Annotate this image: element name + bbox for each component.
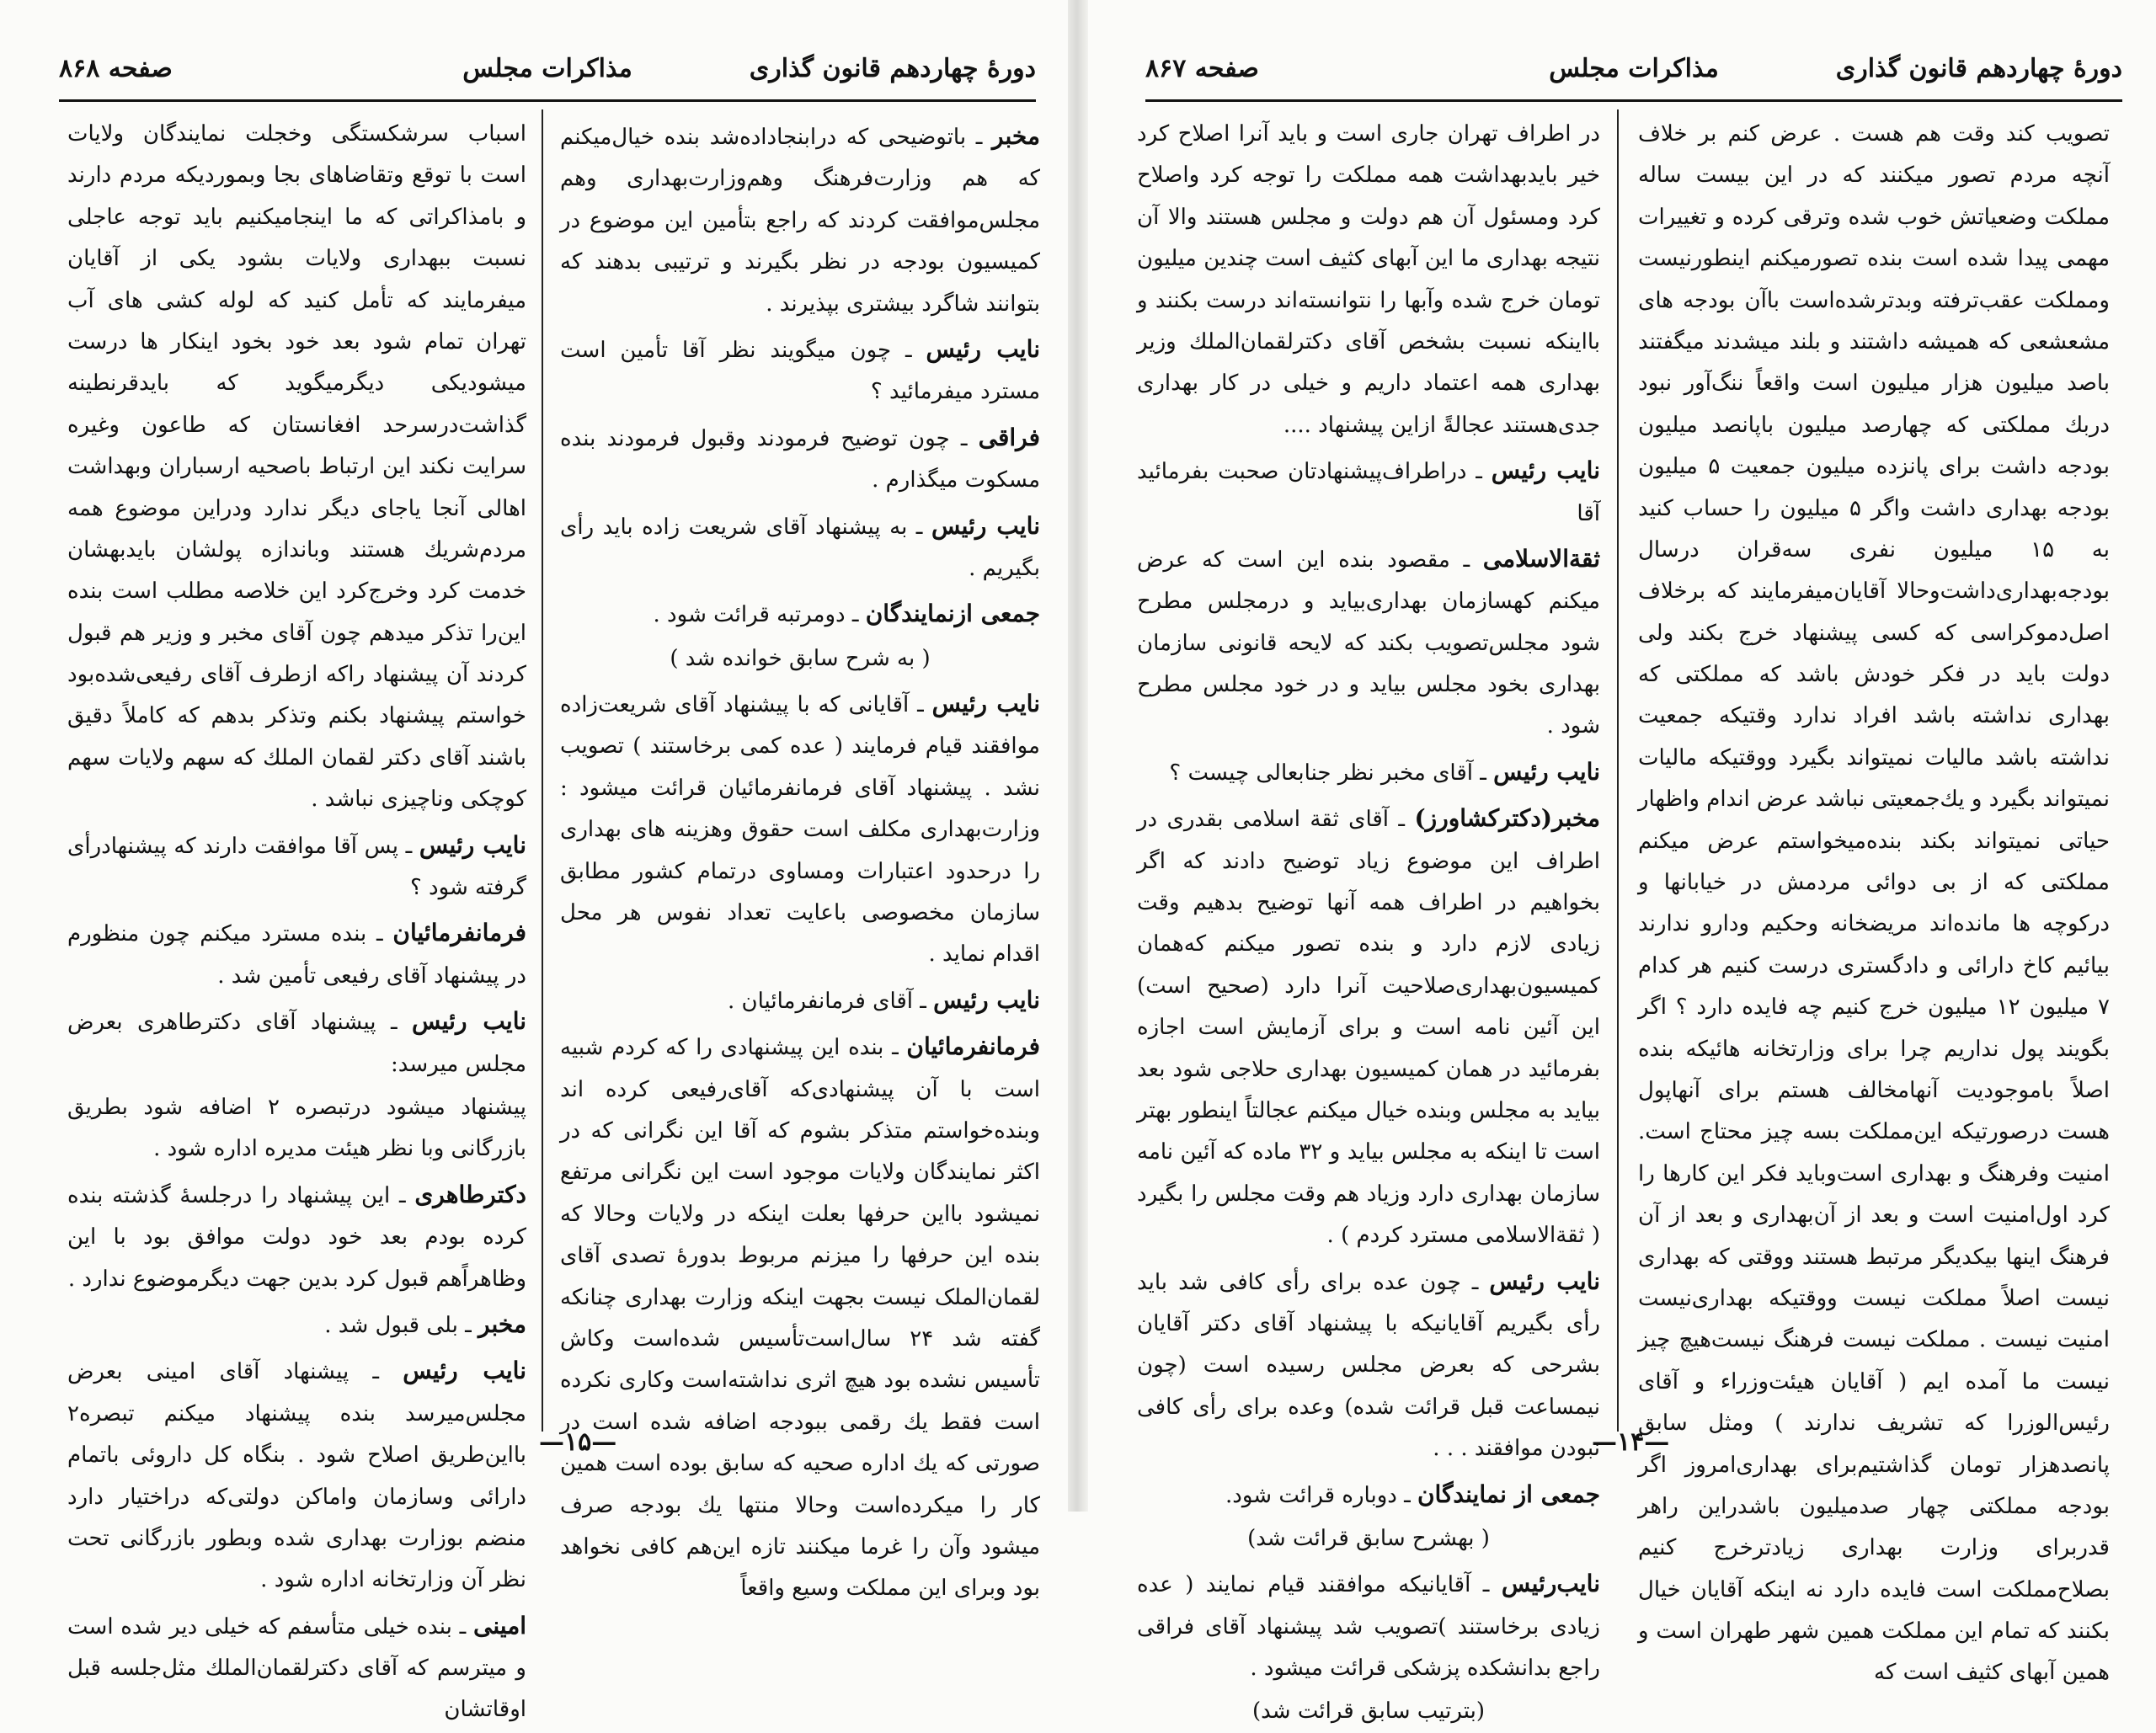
transcript-paragraph xyxy=(1638,114,2110,1694)
speaker-name: دکترطاهری xyxy=(414,1180,526,1208)
column-divider xyxy=(542,109,543,1432)
speaker-name: نایب رئیس xyxy=(412,1007,527,1036)
speaker-name: نایب رئیس xyxy=(1493,757,1600,786)
transcript-paragraph xyxy=(1137,114,1600,446)
speech-text: پیشنهاد میشود درتبصره ۲ اضافه شود بطریق بازرگانی وبا نظر هیئت مدیره اداره شود . xyxy=(67,1094,526,1162)
speech-text: ـ بنده این پیشنهادی را که کردم شبیه است با آن پیشنهادی‌که آقای‌رفیعی کرده اند وبنده‌خواستم متذکر بشوم که آقا این نگرانی که در اکثر نمایندگان ولایات موجود است این نگرانی مرتفع نمیشود بااین حرفها بعلت اینکه در ولایات وحالا که بنده این حرفها را میزنم مربوط بدورهٔ تصدی آقای لقمان‌الملک نیست بجهت اینکه وزارت بهداری چنانکه گفته شد ۲۴ سال‌است‌تأسیس شده‌است وکاش تأسیس نشده بود هیچ اثری نداشته‌است وکاری نکرده است فقط یك رقمی ببودجه اضافه شده است در صورتی که یك اداره صحیه که سابق بوده است همین کار را میکرده‌است وحالا منتها یك بودجه صرف میشود وآن را غرما میکنند تازه این‌هم کافی نخواهد بود وبرای این مملکت وسیع واقعاً xyxy=(560,1035,1040,1602)
column-left xyxy=(1137,114,1601,1725)
speech-text: ـ باتوضیحی که درابنجاداده‌شد بنده خیال‌میکنم که هم وزارت‌فرهنگ وهم‌وزارت‌بهداری وهم مجلس‌موافقت کردند که راجع بتأمین این موضوع در کمیسیون بودجه در نظر بگیرند و ترتیبی بدهند که بتوانند شاگرد بیشتری بپذیرند . xyxy=(560,125,1040,317)
header-page-label: صفحه ۸۶۸ xyxy=(59,54,173,83)
speech-text: ـ بلی قبول شد . xyxy=(324,1312,472,1338)
speaker-name: نایب‌رئیس xyxy=(1501,1570,1600,1598)
speech-text: ـ پیشنهاد آقای امینی بعرض مجلس‌میرسد بنده پیشنهاد میکنم تبصره۲ بااین‌طریق اصلاح شود . بنگاه کل داروئی باتمام دارائی وسازمان واماکن دولتی‌که دراختیار دارد منضم بوزارت بهداری شده وبطور بازرگانی تحت نظر آن وزارتخانه اداره شود . xyxy=(67,1359,526,1593)
speaker-name: جمعی ازنمایندگان xyxy=(865,600,1040,628)
column-right xyxy=(1638,114,2111,1686)
transcript-paragraph xyxy=(560,1024,1040,1609)
transcript-paragraph xyxy=(560,978,1040,1022)
speech-text: ـ پیشنهاد آقای دکترطاهری بعرض مجلس میرسد: xyxy=(67,1010,526,1077)
speech-text: ـ آقایانیکه موافقند قیام نمایند ( عده زیادی برخاستند )تصویب شد پیشنهاد آقای فراقی راجع بدانشکده پزشکی قرائت میشود . xyxy=(1137,1572,1600,1682)
column-left xyxy=(67,114,527,1723)
speaker-name: مخبر xyxy=(992,122,1040,150)
speech-text: ـ دومرتبه قرائت شود . xyxy=(653,602,859,628)
speaker-name: نایب رئیس xyxy=(931,511,1040,540)
speaker-name: مخبر xyxy=(478,1309,526,1338)
transcript-paragraph xyxy=(560,114,1040,325)
header-term: دورهٔ چهاردهم قانون گذاری xyxy=(1835,54,2122,83)
left-page xyxy=(0,0,1070,1723)
header-rule xyxy=(59,99,1036,102)
speaker-name: نایب رئیس xyxy=(933,985,1040,1014)
page-header xyxy=(1145,54,2122,96)
transcript-paragraph xyxy=(1137,1259,1600,1470)
transcript-paragraph xyxy=(67,114,526,821)
header-term: دورهٔ چهاردهم قانون گذاری xyxy=(749,54,1036,83)
speech-text: ـ بنده خیلی متأسفم که خیلی دیر شده است و میترسم که آقای دکترلقمان‌الملك مثل‌جلسه قبل اوقاتشان xyxy=(67,1613,526,1723)
speech-text: تصویب کند وقت هم هست . عرض کنم بر خلاف آنچه مردم تصور میکنند که در این بیست ساله مملکت وضعیاتش خوب شده وترقی کرده و تغییرات مهمی پیدا شده است بنده تصورمیکنم اینطورنیست ومملکت عقب‌ترفته وبدترشده‌است باآن بودجه های مشعشعی که همیشه داشتند و بلند میشدند میگفتند باصد میلیون هزار میلیون است واقعاً ننگ‌آور نبود دربك مملکتی که چهارصد میلیون باپانصد میلیون بودجه داشت برای پانزده میلیون جمعیت ۵ میلیون بودجه بهداری داشت واگر ۵ میلیون را حساب کنید به ۱۵ میلیون نفری سه‌قران درسال بودجه‌بهداری‌داشت‌وحالا آقایان‌میفرمایند که برخلاف اصل‌دموکراسی که کسی پیشنهاد خرج بکند ولی دولت باید در فکر خودش باشد که مملکتی که بهداری نداشته باشد افراد ندارد وقتیکه جمعیت نداشته باشد مالیات نمیتواند بگیرد ووقتیکه مالیات نمیتواند بگیرد و یك‌جمعیتی نباشد عرض اندام واظهار حیاتی نمیتواند بکند بنده‌میخواستم عرض میکنم مملکتی که از بی دوائی مردمش در خیابانها و درکوچه ها مانده‌اند مریضخانه وحکیم ودارو ندارند بیائیم کاخ دارائی و دادگستری درست کنیم هر کدام ۷ میلیون ۱۲ میلیون خرج کنیم چه فایده دارد ؟ اگر بگویند پول نداریم چرا برای وزارتخانه هائیکه بنده اصلاً باموجودیت آنهامخالف هستم برای آنهاپول هست درصورتیکه این‌مملکت بسه چیز محتاج است. امنیت وفرهنگ و بهداری است‌وباید فکر این کارها را کرد اول‌امنیت است و بعد از آن‌بهداری و بعد از آن فرهنگ اینها بیکدیگر مرتبط هستند ووقتی که بهداری نیست اصلاً مملکت نیست ووقتیکه بهداری‌نیست امنیت نیست . مملکت نیست فرهنگ نیست‌هیچ چیز نیست ما آمده ایم ( آقایان هیئت‌وزراء و آقای رئیس‌الوزرا که تشریف ندارند ) ومثل سابق پانصدهزار تومان گذاشتیم‌برای بهداری‌امروز اگر بودجه مملکتی چهار صدمیلیون باشدراین راهر قدربرای وزارت بهداری زیادترخرج کنیم بصلاح‌مملکت است فایده دارد نه اینکه آقایان خیال بکنند که تمام این مملکت همین شهر طهران است و همین آبهای کثیف است که xyxy=(1638,121,2111,1686)
transcript-paragraph xyxy=(1137,749,1600,794)
speech-text: ـ آقای ثقة اسلامی بقدری در اطراف این موضوع زیاد توضیح دادند که اگر بخواهیم در اطراف همه آنها توضیح بدهیم وقت زیادی لازم دارد و بنده تصور میکنم که‌همان کمیسیون‌بهداری‌صلاحیت آنرا دارد (صحیح است) این آئین نامه است و برای آزمایش است اجازه بفرمائید در همان کمیسیون بهداری حلاجی شود بعد بیاید به مجلس وبنده خیال میکنم عجالتاً اینطور بهتر است تا اینکه به مجلس بیاید و ۳۲ ماده که آئین نامه سازمان بهداری دارد وزیاد هم وقت مجلس را بگیرد ( ثقةالاسلامی مسترد کردم ) . xyxy=(1137,807,1600,1249)
speech-text: ـ بنده مسترد میکنم چون منظورم در پیشنهاد آقای رفیعی تأمین شد . xyxy=(67,921,526,989)
speaker-name: فرمانفرمائیان xyxy=(906,1032,1041,1061)
transcript-paragraph xyxy=(67,1348,526,1601)
speech-text: در اطراف تهران جاری است و باید آنرا اصلاح کرد خیر باید‌بهداشت همه مملکت را توجه کرد واصلاح کرد ومسئول آن هم دولت و مجلس هستند والا آن نتیجه بهداری ما این آبهای کثیف است چندین میلیون تومان خرج شده وآبها را نتوانسته‌اند درست بکنند و بااینکه نسبت بشخص آقای دکترلقمان‌الملك وزیر بهداری همه اعتماد داریم و خیلی در کار بهداری جدی‌هستند عجالةً ازاین پیشنهاد .... xyxy=(1137,121,1600,438)
speaker-name: نایب رئیس xyxy=(1491,456,1601,485)
transcript-note: ( به شرح سابق خوانده شد ) xyxy=(670,645,931,671)
transcript-paragraph xyxy=(67,999,526,1085)
speech-text: ـ پس آقا موافقت دارند که پیشنهادرأی گرفته شود ؟ xyxy=(67,833,526,901)
transcript-note: (بترتیب سابق قرائت شد) xyxy=(1252,1698,1485,1725)
transcript-paragraph xyxy=(67,1302,526,1346)
speech-text: ـ این پیشنهاد را درجلسهٔ گذشته بنده کرده بودم بعد خود دولت موافق بود با این وظاهراًهم قبول کرد بدین جهت دیگرموضوع ندارد . xyxy=(67,1182,526,1292)
speaker-name: فرمانفرمائیان xyxy=(392,919,527,947)
speaker-name: امینی xyxy=(472,1611,526,1640)
transcript-paragraph xyxy=(67,1603,526,1731)
transcript-paragraph xyxy=(560,591,1040,636)
page-number: —۱۵— xyxy=(539,1427,617,1457)
header-rule xyxy=(1145,99,2122,102)
page-number: —۱۴— xyxy=(1592,1427,1670,1457)
speech-text: ـ دراطراف‌پیشنهادتان صحبت بفرمائید آقا xyxy=(1137,459,1600,526)
header-page-label: صفحه ۸۶۷ xyxy=(1145,54,1259,83)
transcript-paragraph xyxy=(1137,1472,1600,1517)
transcript-paragraph xyxy=(560,415,1040,502)
speaker-name: نایب رئیس xyxy=(403,1357,526,1385)
transcript-paragraph xyxy=(560,504,1040,590)
transcript-paragraph xyxy=(560,327,1040,413)
speech-text: ـ چون عده برای رأی کافی شد باید رأی بگیریم آقایانیکه با پیشنهاد آقای دکتر آقایان بشرحی که بعرض مجلس رسیده است (چون نیمساعت قبل قرائت شده) وعده برای رأی کافی نبودن موافقند . . . xyxy=(1137,1269,1600,1462)
speech-text: ـ آقای فرمانفرمائیان . xyxy=(728,988,926,1014)
transcript-paragraph xyxy=(1137,796,1600,1256)
right-page xyxy=(1086,0,2156,1725)
transcript-paragraph xyxy=(1137,1561,1600,1689)
speech-text: ـ چون توضیح فرمودند وقبول فرمودند بنده مسکوت میگذارم . xyxy=(560,425,1040,493)
speaker-name: نایب رئیس xyxy=(1489,1266,1600,1295)
speaker-name: نایب رئیس xyxy=(419,830,526,859)
speech-text: ـ به پیشنهاد آقای شریعت زاده باید رأی بگیریم . xyxy=(560,514,1040,581)
page-header xyxy=(59,54,1036,96)
speech-text: ـ مقصود بنده این است که عرض میکنم کهسازمان بهداری‌بیاید و درمجلس مطرح شود مجلس‌تصویب بکند که لایحه قانونی سازمان بهداری بخود مجلس بیاید و در خود مجلس مطرح شود . xyxy=(1137,547,1600,739)
header-title: مذاکرات مجلس xyxy=(462,54,632,83)
transcript-paragraph xyxy=(560,681,1040,976)
speech-text: ـ آقای مخبر نظر جنابعالی چیست ؟ xyxy=(1169,760,1486,786)
speaker-name: مخبر(دکتر‌کشاورز) xyxy=(1414,804,1601,833)
transcript-paragraph xyxy=(67,910,526,997)
speaker-name: فراقی xyxy=(978,423,1041,451)
transcript-paragraph xyxy=(67,1087,526,1170)
speaker-name: جمعی از نمایندگان xyxy=(1417,1480,1600,1508)
speech-text: ـ دوباره قرائت شود. xyxy=(1225,1482,1411,1508)
header-title: مذاکرات مجلس xyxy=(1549,54,1719,83)
transcript-paragraph xyxy=(67,1172,526,1300)
speech-text: ـ چون میگویند نظر آقا تأمین است مسترد میفرمائید ؟ xyxy=(560,337,1040,405)
speech-text: اسباب سرشکستگی وخجلت نمایندگان ولایات است با توقع وتقاضاهای بجا وبموردیکه مردم دارند و بامذاکراتی که ما اینجامیکنیم باید توجه عاجلی نسبت ببهداری ولایات بشود یکی از آقایان میفرمایند که تأمل کنید که لوله کشی های آب تهران تمام شود بعد خود بخود اینکار ها درست میشود‌یکی دیگرمیگوید که بایدقرنطینه گذاشت‌درسرحد افغانستان که طاعون وغیره سرایت نکند این ارتباط باصحیه ارسباران وبهداشت اهالی آنجا یاجای دیگر ندارد ودراین موضوع همه مردم‌شریك هستند وباندازه پولشان بایدبهشان خدمت کرد وخرج‌کرد این خلاصه مطلب است بنده این‌را تذکر میدهم چون آقای مخبر و وزیر هم قبول کردند آن پیشنهاد راکه ازطرف آقای رفیعی‌شده‌بود خواستم پیشنهاد بکنم وتذکر بدهم که کاملاً دقیق باشند آقای دکتر لقمان الملك که سهم ولایات سهم کوچکی وناچیزی نباشد . xyxy=(67,121,526,813)
speech-text: ـ آقایانی که با پیشنهاد آقای شریعت‌زاده موافقند قیام فرمایند ( عده کمی برخاستند ) تصویب نشد . پیشنهاد آقای فرمانفرمائیان قرائت میشود : وزارت‌بهداری مکلف است حقوق وهزینه های بهداری را درحدود اعتبارات ومساوی درتمام کشور مطابق سازمان مخصوصی باعایت تعداد نفوس هر محل اقدام نماید . xyxy=(560,692,1040,968)
speaker-name: ثقةالاسلامی xyxy=(1482,544,1601,573)
transcript-note: ( بهشرح سابق قرائت شد) xyxy=(1247,1525,1490,1551)
book-gutter xyxy=(1068,0,1088,1512)
transcript-paragraph xyxy=(1137,536,1600,748)
column-divider xyxy=(1617,109,1619,1432)
transcript-paragraph xyxy=(67,823,526,909)
speaker-name: نایب رئیس xyxy=(926,334,1040,363)
transcript-paragraph xyxy=(1137,448,1600,535)
speaker-name: نایب رئیس xyxy=(931,690,1040,718)
